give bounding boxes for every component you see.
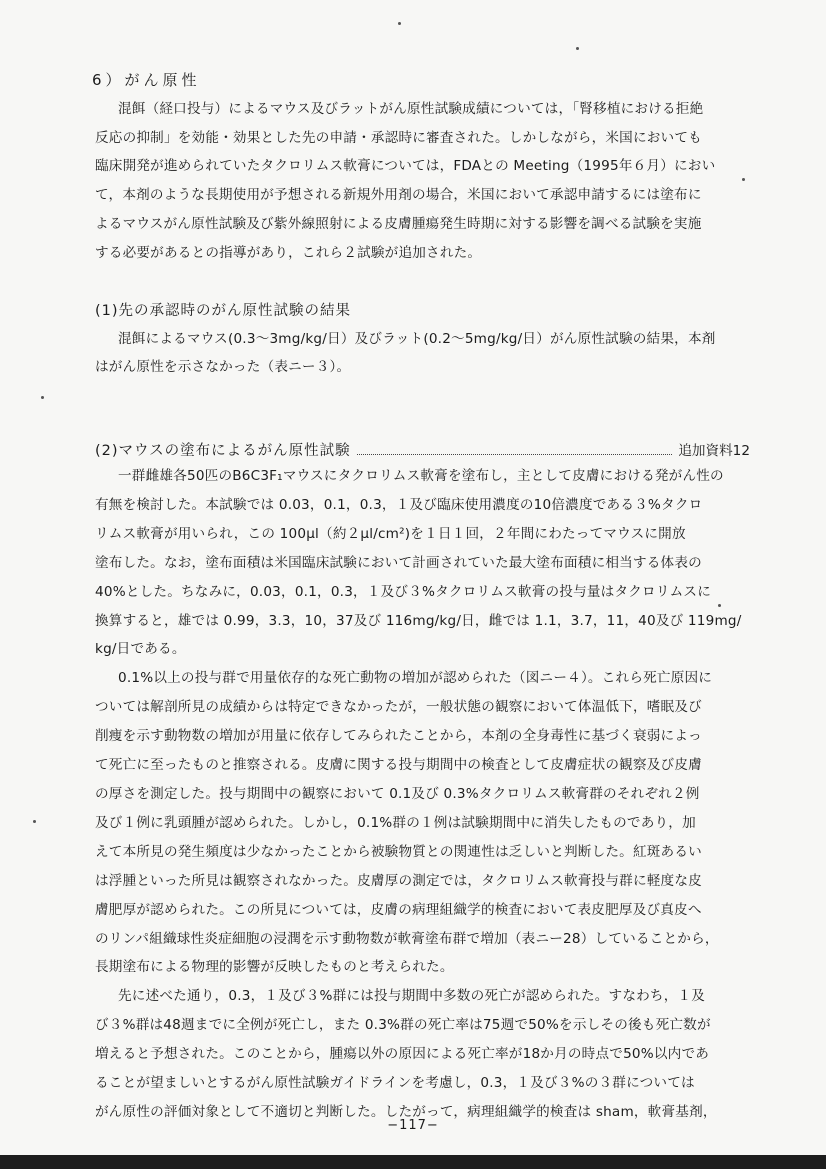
subsection-2-line: 換算すると，雄では 0.99，3.3，10，37及び 116mg/kg/日，雌では 1.1，3.7，11，40及び 119mg/ xyxy=(95,613,742,629)
subsection-2-line: 削痩を示す動物数の増加が用量に依存してみられたことから，本剤の全身毒性に基づく衰弱によっ xyxy=(95,728,702,744)
subsection-2-title: (2)マウスの塗布によるがん原性試験 xyxy=(95,442,351,459)
intro-line: 混餌（経口投与）によるマウス及びラットがん原性試験成績については，「腎移植における拒絶 xyxy=(118,101,704,117)
subsection-2-line: 0.1%以上の投与群で用量依存的な死亡動物の増加が認められた（図ニー４）。これら死亡原因に xyxy=(118,670,713,686)
page-number: −117− xyxy=(387,1118,439,1133)
subsection-1-line: はがん原性を示さなかった（表ニー３）。 xyxy=(95,359,351,375)
subsection-2-line: 先に述べた通り，0.3，１及び３%群には投与期間中多数の死亡が認められた。すなわち，１及 xyxy=(118,988,706,1004)
intro-line: 臨床開発が進められていたタクロリムス軟膏については，FDAとの Meeting（1995年６月）におい xyxy=(95,158,716,174)
subsection-2-line: kg/日である。 xyxy=(95,641,186,657)
subsection-2-line: 40%とした。ちなみに，0.03，0.1，0.3，１及び３%タクロリムス軟膏の投与量はタクロリムスに xyxy=(95,584,712,600)
subsection-2-line: は浮腫といった所見は観察されなかった。皮膚厚の測定では，タクロリムス軟膏投与群に軽度な皮 xyxy=(95,873,702,889)
subsection-2-line: リムス軟膏が用いられ，この 100μl（約２μl/cm²)を１日１回，２年間にわたってマウスに開放 xyxy=(95,526,686,542)
section-title: 6）がん原性 xyxy=(92,71,201,89)
subsection-2-line: 増えると予想された。このことから，腫瘍以外の原因による死亡率が18か月の時点で50%以内であ xyxy=(95,1046,710,1062)
subsection-2-line: て死亡に至ったものと推察される。皮膚に関する投与期間中の検査として皮膚症状の観察及び皮膚 xyxy=(95,757,702,773)
subsection-2-reference: 追加資料12 xyxy=(678,443,750,459)
scan-speck xyxy=(718,604,721,607)
intro-line: する必要があるとの指導があり，これら２試験が追加された。 xyxy=(95,245,482,261)
scan-speck xyxy=(742,178,745,181)
subsection-2-line: がん原性の評価対象として不適切と判断した。したがって，病理組織学的検査は sham，軟膏基剤， xyxy=(95,1104,717,1120)
scan-speck xyxy=(398,22,401,25)
subsection-2-line: 膚肥厚が認められた。この所見については，皮膚の病理組織学的検査において表皮肥厚及び真皮へ xyxy=(95,902,702,918)
subsection-2-line: えて本所見の発生頻度は少なかったことから被験物質との関連性は乏しいと判断した。紅斑あるい xyxy=(95,844,702,860)
subsection-2-line: 及び１例に乳頭腫が認められた。しかし，0.1%群の１例は試験期間中に消失したものであり，加 xyxy=(95,815,696,831)
subsection-2-line: 有無を検討した。本試験では 0.03，0.1，0.3，１及び臨床使用濃度の10倍濃度である３%タクロ xyxy=(95,497,703,513)
scan-binding-edge xyxy=(0,1155,826,1169)
subsection-2-line: のリンパ組織球性炎症細胞の浸潤を示す動物数が軟膏塗布群で増加（表ニー28）していることから， xyxy=(95,931,719,947)
intro-line: よるマウスがん原性試験及び紫外線照射による皮膚腫瘍発生時期に対する影響を調べる試験を実施 xyxy=(95,216,702,232)
scan-speck xyxy=(41,396,44,399)
subsection-2-line: び３%群は48週までに全例が死亡し，また 0.3%群の死亡率は75週で50%を示しその後も死亡数が xyxy=(95,1017,711,1033)
subsection-2-line: の厚さを測定した。投与期間中の観察において 0.1及び 0.3%タクロリムス軟膏群のそれぞれ２例 xyxy=(95,786,700,802)
subsection-2-line: 長期塗布による物理的影響が反映したものと考えられた。 xyxy=(95,959,454,975)
intro-line: て，本剤のような長期使用が予想される新規外用剤の場合，米国において承認申請するには塗布に xyxy=(95,187,702,203)
subsection-2-line: 塗布した。なお，塗布面積は米国臨床試験において計画されていた最大塗布面積に相当する体表の xyxy=(95,555,702,571)
scan-speck xyxy=(576,47,579,50)
subsection-2-line: ることが望ましいとするがん原性試験ガイドラインを考慮し，0.3，１及び３%の３群については xyxy=(95,1075,695,1091)
subsection-1-title: (1)先の承認時のがん原性試験の結果 xyxy=(95,303,352,319)
intro-line: 反応の抑制」を効能・効果とした先の申請・承認時に審査された。しかしながら，米国においても xyxy=(95,130,702,146)
subsection-2-heading xyxy=(95,438,750,460)
scan-speck xyxy=(33,820,36,823)
leader-dots xyxy=(357,444,673,455)
subsection-2-line: ついては解剖所見の成績からは特定できなかったが，一般状態の観察において体温低下，嗜眠及び xyxy=(95,699,702,715)
subsection-2-line: 一群雌雄各50匹のB6C3F₁マウスにタクロリムス軟膏を塗布し，主として皮膚における発がん性の xyxy=(118,468,724,484)
subsection-1-line: 混餌によるマウス(0.3～3mg/kg/日）及びラット(0.2～5mg/kg/日）がん原性試験の結果，本剤 xyxy=(118,331,716,347)
